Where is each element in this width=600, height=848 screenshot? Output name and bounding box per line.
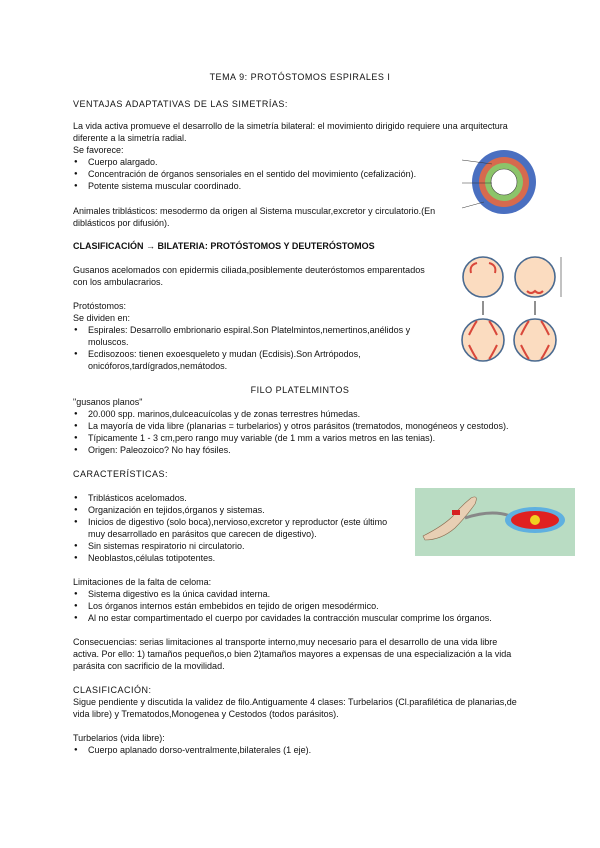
list-item: ● Organización en tejidos,órganos y sistemas. xyxy=(73,504,387,516)
list-item: ● Potente sistema muscular coordinado. xyxy=(73,180,508,192)
list-item: ● Al no estar compartimentado el cuerpo por cavidades la contracción muscular comprime los órganos. xyxy=(73,612,492,624)
section-heading-ventajas: VENTAJAS ADAPTATIVAS DE LAS SIMETRÍAS: xyxy=(73,99,288,109)
list-item: ● Típicamente 1 - 3 cm,pero rango muy variable (de 1 mm a varios metros en las tenias). xyxy=(73,432,508,444)
section-marker xyxy=(452,510,460,515)
list-item xyxy=(73,516,387,540)
text-line: Protóstomos: xyxy=(73,301,127,311)
embryo-development-diagram xyxy=(455,235,575,370)
gut-cavity xyxy=(491,169,517,195)
paragraph-gusanos xyxy=(73,264,425,288)
text-line: Consecuencias: serias limitaciones al transporte interno,muy necesario para el desarrollo de una vida libre xyxy=(73,637,498,647)
text-line: con los ambulacrarios. xyxy=(73,277,164,288)
text-line: moluscos. xyxy=(88,337,129,348)
paragraph-simetria xyxy=(73,120,508,193)
text-line: diblásticos por difusión). xyxy=(73,218,170,229)
list-item: ● Triblásticos acelomados. xyxy=(73,492,387,504)
list-turbelarios xyxy=(73,732,311,756)
list-item: ● Neoblastos,células totipotentes. xyxy=(73,552,387,564)
text-line: Se dividen en: xyxy=(73,313,131,324)
list-limitaciones xyxy=(73,576,492,624)
text-line: Turbelarios (vida libre): xyxy=(73,733,165,743)
list-item: ● Los órganos internos están embebidos en tejido de origen mesodérmico. xyxy=(73,600,492,612)
text-line: Sigue pendiente y discutida la validez de filo.Antiguamente 4 clases: Turbelarios (Cl.parafilética de planarias,de xyxy=(73,697,517,707)
paragraph-triblasticos xyxy=(73,205,435,229)
list-item: ● La mayoría de vida libre (planarias = turbelarios) y otros parásitos (trematodos, monogéneos y cestodos). xyxy=(73,420,508,432)
deuterostome-embryo-late xyxy=(514,319,556,361)
text-line: ● Inicios de digestivo (solo boca),nervioso,excretor y reproductor (este último xyxy=(88,517,388,528)
list-item: ● 20.000 spp. marinos,dulceacuícolas y de zonas terrestres húmedas. xyxy=(73,408,508,420)
list-item xyxy=(73,348,410,372)
list-protostomos xyxy=(73,300,410,373)
paragraph-consecuencias xyxy=(73,636,511,672)
text-line: onicóforos,tardígrados,nemátodos. xyxy=(88,361,228,372)
section-heading-platelmintos: FILO PLATELMINTOS xyxy=(250,385,350,395)
list-item: ● Origen: Paleozoico? No hay fósiles. xyxy=(73,444,508,456)
list-item xyxy=(73,324,410,348)
planarian-diagram xyxy=(415,488,575,556)
text-line: Gusanos acelomados con epidermis ciliada,posiblemente deuteróstomos emparentados xyxy=(73,265,425,275)
list-platelmintos xyxy=(73,396,508,456)
list-item: ● Concentración de órganos sensoriales en el sentido del movimiento (cefalización). xyxy=(73,168,508,180)
section-heading-clasificacion: CLASIFICACIÓN: xyxy=(73,685,152,695)
text-line: La vida activa promueve el desarrollo de la simetría bilateral: el movimiento dirigido requiere una arquitectura xyxy=(73,121,508,131)
list-item: ● Cuerpo alargado. xyxy=(73,156,508,168)
section-heading-caracteristicas: CARACTERÍSTICAS: xyxy=(73,469,169,479)
text-line: ● Espirales: Desarrollo embrionario espiral.Son Platelmintos,nemertinos,anélidos y xyxy=(88,325,411,336)
list-item: ● Sin sistemas respiratorio ni circulatorio. xyxy=(73,540,387,552)
gut xyxy=(530,515,540,525)
protostome-embryo xyxy=(463,257,503,297)
protostome-embryo-late xyxy=(462,319,504,361)
text-line: activa. Por ello: 1) tamaños pequeños,o bien 2)tamaños mayores a expensas de una especialización a la vida xyxy=(73,649,512,660)
list-caracteristicas xyxy=(73,492,387,565)
triblastic-diagram xyxy=(462,140,552,220)
text-line: "gusanos planos" xyxy=(73,397,143,407)
text-line: Limitaciones de la falta de celoma: xyxy=(73,577,212,587)
section-heading-clasificacion-bilateria: CLASIFICACIÓN → BILATERIA: PROTÓSTOMOS Y DEUTERÓSTOMOS xyxy=(73,241,375,251)
paragraph-clasificacion xyxy=(73,696,517,720)
text-line: ● Ecdisozoos: tienen exoesqueleto y mudan (Ecdisis).Son Artrópodos, xyxy=(88,349,361,360)
text-line: Se favorece: xyxy=(73,145,124,156)
text-line: parásita con sacrificio de la movilidad. xyxy=(73,661,225,672)
list-item: ● Cuerpo aplanado dorso-ventralmente,bilaterales (1 eje). xyxy=(73,744,311,756)
page-title: TEMA 9: PROTÓSTOMOS ESPIRALES I xyxy=(209,72,391,82)
text-line: muy desarrollado en parásitos que carecen de digestivo). xyxy=(88,529,317,540)
list-item: ● Sistema digestivo es la única cavidad interna. xyxy=(73,588,492,600)
text-line: Animales triblásticos: mesodermo da origen al Sistema muscular,excretor y circulatorio.(En xyxy=(73,206,436,216)
text-line: vida libre) y Trematodos,Monogenea y Cestodos (todos parásitos). xyxy=(73,709,339,720)
text-line: diferente a la simetría radial. xyxy=(73,133,187,144)
